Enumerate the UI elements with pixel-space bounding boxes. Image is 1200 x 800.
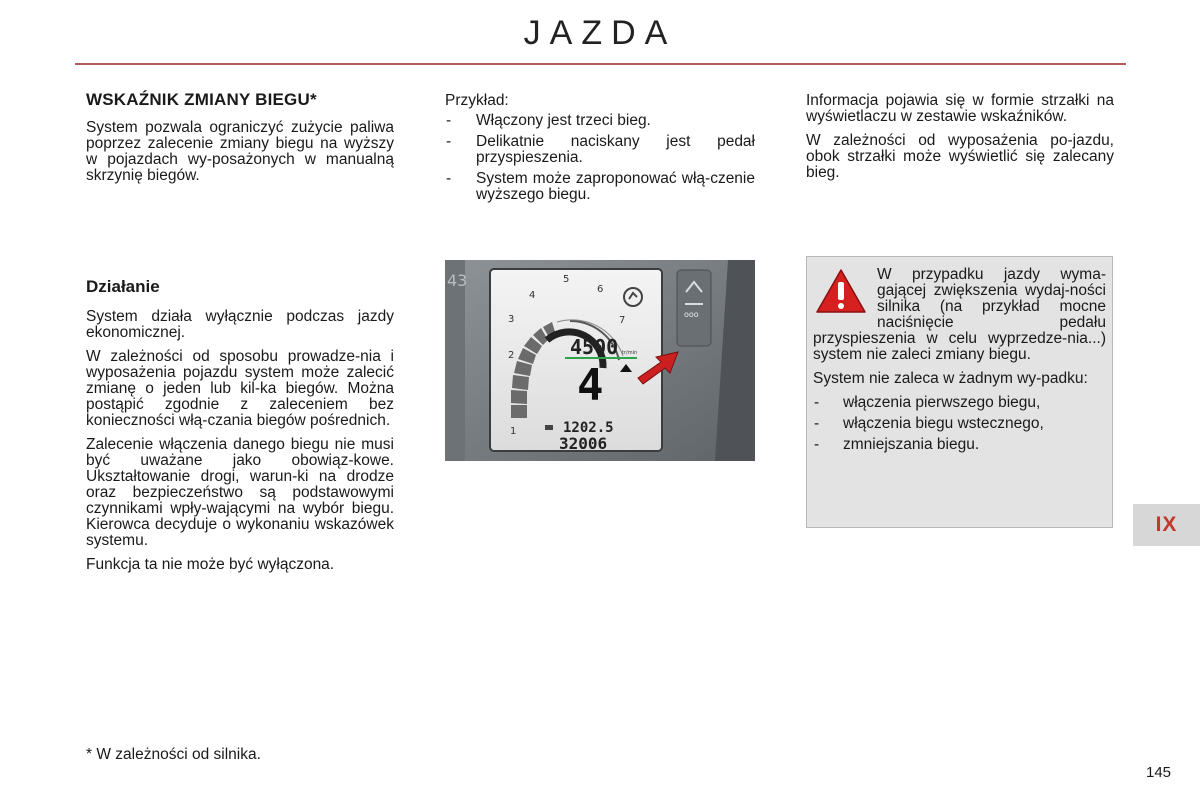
tick-label: 3	[508, 314, 515, 325]
info-paragraph: Informacja pojawia się w formie strzałki na wyświetlaczu w zestawie wskaźników.	[806, 92, 1114, 125]
operation-paragraph: Funkcja ta nie może być wyłączona.	[86, 556, 335, 573]
rpm-unit: tr/min	[622, 350, 638, 356]
info-section	[806, 93, 1114, 189]
trip-readout: 1202.5	[563, 420, 614, 436]
footnote: * W zależności od silnika.	[86, 746, 261, 763]
chapter-tab: IX	[1133, 504, 1200, 546]
warning-paragraph: System nie zaleca w żadnym wy-padku:	[813, 370, 1088, 387]
tick-label: 2	[508, 350, 515, 361]
instrument-cluster-image	[445, 260, 755, 461]
tick-label: 4	[529, 290, 536, 301]
page-number: 145	[1146, 764, 1172, 781]
list-item: - Włączony jest trzeci bieg.	[445, 113, 755, 129]
warning-list	[813, 395, 1106, 453]
edge-number: 43	[447, 271, 468, 290]
warning-paragraph: W przypadku jazdy wyma-gającej zwiększenia wydaj-ności silnika (na przykład mocne naciśnięcie pedału przyspieszenia w celu wyprzedze-nia...) system nie zaleci zmiany biegu.	[813, 266, 1106, 363]
warning-box	[806, 256, 1113, 528]
section-heading: WSKAŹNIK ZMIANY BIEGU*	[86, 90, 317, 109]
operation-paragraph: Zalecenie włączenia danego biegu nie musi być uważane jako obowiąz-kowe. Ukształtowanie drogi, warun-ki na drodze oraz bezpieczeństwo są podstawowymi czynnikami wpły-wającymi na wybór biegu. Kierowca decyduje o wykonaniu wskazówek systemu.	[86, 436, 394, 549]
odometer-readout: 32006	[559, 434, 608, 453]
operation-paragraph: System działa wyłącznie podczas jazdy ekonomicznej.	[86, 308, 394, 341]
list-item: - System może zaproponować włą-czenie wyższego biegu.	[445, 171, 755, 203]
operation-heading: Działanie	[86, 277, 160, 296]
example-section	[445, 93, 755, 208]
warning-triangle-icon	[815, 267, 867, 315]
tick-label: 6	[597, 284, 604, 295]
list-item: - włączenia biegu wstecznego,	[813, 416, 1106, 432]
chapter-title: JAZDA	[523, 14, 677, 52]
operation-paragraph: W zależności od sposobu prowadze-nia i wyposażenia pojazdu system może zalecić zmianę o jeden lub kil-ka biegów. Można postąpić zgodnie z zaleceniem bez konieczności włą-czania biegów pośrednich.	[86, 348, 394, 429]
svg-text:ooo: ooo	[684, 310, 699, 319]
intro-paragraph: System pozwala ograniczyć zużycie paliwa poprzez zalecenie zmiany biegu na wyższy w pojazdach wy-posażonych w manualną skrzynię biegów.	[86, 119, 394, 184]
example-label: Przykład:	[445, 92, 509, 109]
tick-label: 1	[510, 426, 517, 437]
list-item: - włączenia pierwszego biegu,	[813, 395, 1106, 411]
tick-label: 7	[619, 315, 626, 326]
tick-label: 5	[563, 274, 570, 285]
header-rule	[75, 63, 1126, 65]
rpm-readout: 4500	[570, 335, 619, 359]
section-operation	[86, 279, 394, 581]
section-gear-indicator	[86, 92, 394, 192]
info-paragraph: W zależności od wyposażenia po-jazdu, obok strzałki może wyświetlić się zalecany bieg.	[806, 132, 1114, 181]
list-item: - zmniejszania biegu.	[813, 437, 1106, 453]
gear-readout: 4	[577, 360, 604, 411]
list-item: - Delikatnie naciskany jest pedał przyspieszenia.	[445, 134, 755, 166]
example-list	[445, 113, 755, 203]
